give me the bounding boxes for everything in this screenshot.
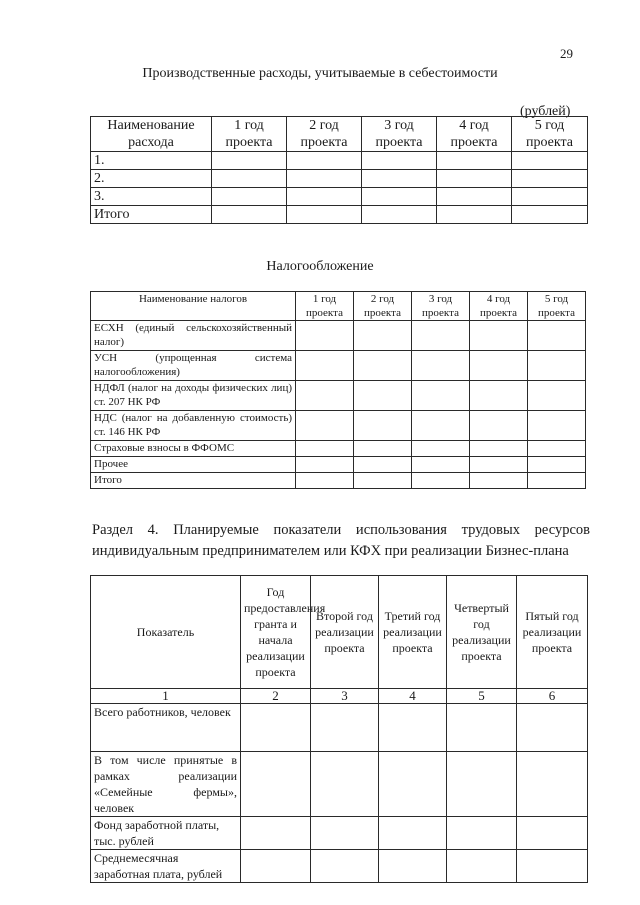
header-cell: Наименование налогов	[91, 292, 296, 321]
table-row	[91, 704, 588, 752]
header-cell: Третий год реализации проекта	[379, 576, 447, 689]
empty-cell	[287, 170, 362, 188]
empty-cell	[296, 473, 354, 489]
header-cell: Пятый год реализации проекта	[517, 576, 588, 689]
header-cell: Четвертый год реализации проекта	[447, 576, 517, 689]
empty-cell	[354, 321, 412, 351]
empty-cell	[412, 321, 470, 351]
empty-cell	[528, 381, 586, 411]
empty-cell	[296, 411, 354, 441]
empty-cell	[447, 704, 517, 752]
empty-cell	[412, 351, 470, 381]
empty-cell	[528, 321, 586, 351]
row-label: Страховые взносы в ФФОМС	[91, 441, 296, 457]
row-label: УСН (упрощенная система налогообложения)	[91, 351, 296, 381]
production-costs-title: Производственные расходы, учитываемые в себестоимости	[142, 66, 498, 81]
row-label: Среднемесячная заработная плата, рублей	[91, 850, 241, 883]
header-cell: 4 год проекта	[437, 117, 512, 152]
empty-cell	[311, 752, 379, 817]
labor-resources-table	[90, 575, 588, 883]
header-cell: 1 год проекта	[212, 117, 287, 152]
row-label: НДФЛ (налог на доходы физических лиц) ст. 207 НК РФ	[91, 381, 296, 411]
empty-cell	[528, 473, 586, 489]
table-row	[91, 752, 588, 817]
empty-cell	[241, 704, 311, 752]
header-cell: 3 год проекта	[362, 117, 437, 152]
column-number: 6	[517, 689, 588, 704]
empty-cell	[512, 206, 588, 224]
empty-cell	[362, 188, 437, 206]
empty-cell	[437, 152, 512, 170]
empty-cell	[470, 441, 528, 457]
empty-cell	[470, 321, 528, 351]
empty-cell	[412, 457, 470, 473]
row-label: ЕСХН (единый сельскохозяйственный налог)	[91, 321, 296, 351]
table-row	[91, 321, 586, 351]
empty-cell	[354, 457, 412, 473]
empty-cell	[241, 752, 311, 817]
empty-cell	[311, 704, 379, 752]
header-cell: 1 год проекта	[296, 292, 354, 321]
row-label: НДС (налог на добавленную стоимость) ст. 146 НК РФ	[91, 411, 296, 441]
header-cell: Год предоставления гранта и начала реализации проекта	[241, 576, 311, 689]
table-row	[91, 381, 586, 411]
empty-cell	[212, 206, 287, 224]
empty-cell	[379, 704, 447, 752]
table-row	[91, 411, 586, 441]
page-number: 29	[560, 46, 573, 61]
row-label: 1.	[91, 152, 212, 170]
empty-cell	[412, 441, 470, 457]
empty-cell	[517, 817, 588, 850]
empty-cell	[528, 411, 586, 441]
empty-cell	[354, 473, 412, 489]
column-number: 3	[311, 689, 379, 704]
table-row	[91, 473, 586, 489]
table-row	[91, 152, 588, 170]
empty-cell	[412, 381, 470, 411]
empty-cell	[470, 457, 528, 473]
empty-cell	[354, 381, 412, 411]
table-row	[91, 441, 586, 457]
empty-cell	[512, 188, 588, 206]
empty-cell	[517, 752, 588, 817]
header-cell: Наименование расхода	[91, 117, 212, 152]
header-cell: 5 год проекта	[528, 292, 586, 321]
empty-cell	[447, 752, 517, 817]
table-row	[91, 457, 586, 473]
empty-cell	[512, 152, 588, 170]
taxation-title: Налогообложение	[266, 259, 374, 274]
empty-cell	[517, 850, 588, 883]
empty-cell	[311, 817, 379, 850]
header-cell: 2 год проекта	[287, 117, 362, 152]
empty-cell	[470, 473, 528, 489]
section-4-heading: Раздел 4. Планируемые показатели использования трудовых ресурсов индивидуальным предпринимателем или КФХ при реализации Бизнес-плана	[92, 522, 590, 559]
currency-unit-label: (рублей)	[520, 104, 571, 119]
empty-cell	[354, 441, 412, 457]
header-cell: 2 год проекта	[354, 292, 412, 321]
table-row	[91, 351, 586, 381]
row-label: Всего работников, человек	[91, 704, 241, 752]
table-row	[91, 188, 588, 206]
row-label: Итого	[91, 206, 212, 224]
empty-cell	[241, 850, 311, 883]
empty-cell	[287, 188, 362, 206]
empty-cell	[447, 850, 517, 883]
table-row	[91, 206, 588, 224]
empty-cell	[437, 188, 512, 206]
taxation-table	[90, 291, 586, 489]
header-cell: Показатель	[91, 576, 241, 689]
empty-cell	[447, 817, 517, 850]
header-cell: Второй год реализации проекта	[311, 576, 379, 689]
row-label: Прочее	[91, 457, 296, 473]
production-costs-table	[90, 116, 588, 224]
column-number: 4	[379, 689, 447, 704]
row-label: 3.	[91, 188, 212, 206]
empty-cell	[470, 411, 528, 441]
empty-cell	[354, 351, 412, 381]
empty-cell	[212, 188, 287, 206]
header-cell: 5 год проекта	[512, 117, 588, 152]
empty-cell	[512, 170, 588, 188]
empty-cell	[354, 411, 412, 441]
empty-cell	[311, 850, 379, 883]
empty-cell	[287, 152, 362, 170]
empty-cell	[362, 170, 437, 188]
empty-cell	[296, 457, 354, 473]
row-label: Фонд заработной платы, тыс. рублей	[91, 817, 241, 850]
column-number: 5	[447, 689, 517, 704]
empty-cell	[528, 351, 586, 381]
empty-cell	[470, 351, 528, 381]
empty-cell	[412, 473, 470, 489]
empty-cell	[528, 441, 586, 457]
empty-cell	[412, 411, 470, 441]
column-number: 2	[241, 689, 311, 704]
empty-cell	[437, 206, 512, 224]
header-cell: 3 год проекта	[412, 292, 470, 321]
column-number: 1	[91, 689, 241, 704]
table-row	[91, 850, 588, 883]
table-row	[91, 817, 588, 850]
empty-cell	[296, 321, 354, 351]
header-cell: 4 год проекта	[470, 292, 528, 321]
row-label: 2.	[91, 170, 212, 188]
empty-cell	[296, 381, 354, 411]
empty-cell	[212, 170, 287, 188]
table-row	[91, 170, 588, 188]
empty-cell	[528, 457, 586, 473]
empty-cell	[379, 752, 447, 817]
empty-cell	[287, 206, 362, 224]
empty-cell	[517, 704, 588, 752]
row-label: Итого	[91, 473, 296, 489]
empty-cell	[296, 351, 354, 381]
empty-cell	[362, 206, 437, 224]
empty-cell	[470, 381, 528, 411]
empty-cell	[241, 817, 311, 850]
row-label: В том числе принятые в рамках реализации «Семейные фермы», человек	[91, 752, 241, 817]
empty-cell	[212, 152, 287, 170]
empty-cell	[296, 441, 354, 457]
column-number-row	[91, 689, 588, 704]
empty-cell	[437, 170, 512, 188]
empty-cell	[379, 817, 447, 850]
empty-cell	[379, 850, 447, 883]
empty-cell	[362, 152, 437, 170]
